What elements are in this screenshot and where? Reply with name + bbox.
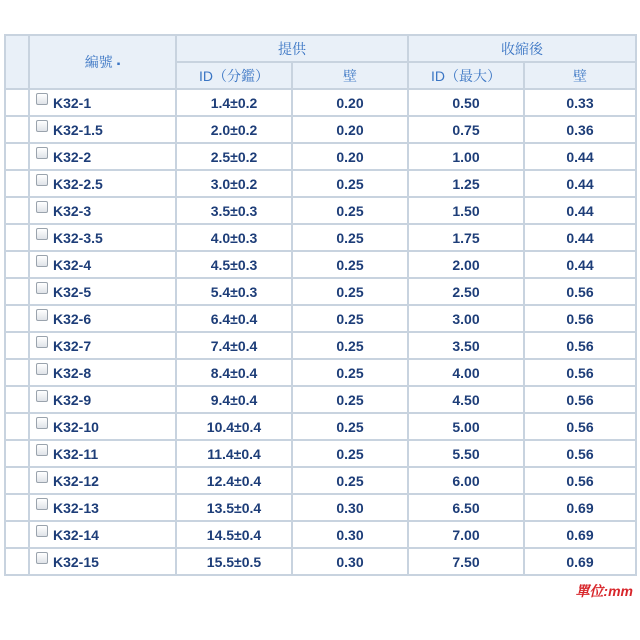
supplied-id-cell: 5.4±0.3 [177,279,291,304]
product-code: K32-8 [53,365,92,381]
shrunk-id-cell: 0.50 [409,90,523,115]
table-row [6,387,635,412]
product-code: K32-4 [53,257,92,273]
supplied-id-cell: 8.4±0.4 [177,360,291,385]
row-select-cell[interactable] [6,144,28,169]
row-select-cell[interactable] [6,333,28,358]
product-code: K32-7 [53,338,92,354]
shrunk-id-cell: 7.00 [409,522,523,547]
shrunk-id-cell: 3.00 [409,306,523,331]
shrunk-id-cell: 1.50 [409,198,523,223]
row-select-cell[interactable] [6,387,28,412]
row-select-cell[interactable] [6,117,28,142]
code-cell [30,171,175,196]
column-header-supplied-id: ID（分鑑） [177,63,291,88]
code-cell [30,549,175,574]
shrunk-wall-cell: 0.36 [525,117,635,142]
shrunk-id-cell: 4.00 [409,360,523,385]
column-header-shrunk-wall: 壁 [525,63,635,88]
shrunk-wall-cell: 0.69 [525,522,635,547]
table-row [6,144,635,169]
supplied-wall-cell: 0.30 [293,522,407,547]
code-cell [30,306,175,331]
code-cell [30,333,175,358]
row-checkbox[interactable] [36,390,48,402]
row-checkbox[interactable] [36,552,48,564]
product-code: K32-12 [53,473,99,489]
shrunk-wall-cell: 0.69 [525,495,635,520]
table-row [6,522,635,547]
row-checkbox[interactable] [36,417,48,429]
shrunk-wall-cell: 0.44 [525,252,635,277]
product-code: K32-1.5 [53,122,103,138]
row-select-cell[interactable] [6,306,28,331]
row-checkbox[interactable] [36,201,48,213]
row-select-cell[interactable] [6,441,28,466]
supplied-wall-cell: 0.25 [293,414,407,439]
column-header-shrunk-id: ID（最大） [409,63,523,88]
row-checkbox[interactable] [36,471,48,483]
row-select-cell[interactable] [6,549,28,574]
table-row [6,117,635,142]
supplied-id-cell: 3.5±0.3 [177,198,291,223]
supplied-id-cell: 9.4±0.4 [177,387,291,412]
supplied-id-cell: 3.0±0.2 [177,171,291,196]
shrunk-id-cell: 7.50 [409,549,523,574]
table-row [6,468,635,493]
shrink-tube-spec-table [4,34,637,576]
shrunk-id-cell: 1.00 [409,144,523,169]
code-cell [30,522,175,547]
table-row [6,549,635,574]
row-select-cell[interactable] [6,414,28,439]
row-select-cell[interactable] [6,171,28,196]
supplied-id-cell: 7.4±0.4 [177,333,291,358]
supplied-id-cell: 1.4±0.2 [177,90,291,115]
supplied-id-cell: 2.0±0.2 [177,117,291,142]
unit-note: 單位:mm [575,583,633,599]
supplied-wall-cell: 0.20 [293,90,407,115]
supplied-wall-cell: 0.25 [293,360,407,385]
row-select-cell[interactable] [6,198,28,223]
supplied-id-cell: 4.5±0.3 [177,252,291,277]
table-row [6,90,635,115]
shrunk-id-cell: 5.00 [409,414,523,439]
supplied-wall-cell: 0.30 [293,495,407,520]
row-checkbox[interactable] [36,363,48,375]
row-checkbox[interactable] [36,255,48,267]
row-checkbox[interactable] [36,120,48,132]
row-select-cell[interactable] [6,279,28,304]
row-checkbox[interactable] [36,174,48,186]
product-code: K32-13 [53,500,99,516]
row-checkbox[interactable] [36,228,48,240]
row-select-cell[interactable] [6,225,28,250]
table-row [6,495,635,520]
supplied-wall-cell: 0.25 [293,333,407,358]
code-cell [30,360,175,385]
product-code: K32-2.5 [53,176,103,192]
shrunk-wall-cell: 0.44 [525,225,635,250]
group-header-shrunk: 收縮後 [409,36,635,61]
row-checkbox[interactable] [36,336,48,348]
shrunk-wall-cell: 0.56 [525,279,635,304]
code-header-label: 編號 [84,54,113,70]
shrunk-id-cell: 1.75 [409,225,523,250]
table-row [6,198,635,223]
code-cell [30,414,175,439]
product-code: K32-6 [53,311,92,327]
code-cell [30,90,175,115]
row-select-header [6,36,28,88]
row-select-cell[interactable] [6,522,28,547]
product-code: K32-3.5 [53,230,103,246]
code-cell [30,468,175,493]
code-cell [30,198,175,223]
supplied-id-cell: 12.4±0.4 [177,468,291,493]
spec-table-container [4,34,637,576]
supplied-wall-cell: 0.25 [293,441,407,466]
table-row [6,306,635,331]
supplied-wall-cell: 0.25 [293,387,407,412]
code-cell [30,495,175,520]
code-cell [30,225,175,250]
shrunk-id-cell: 2.00 [409,252,523,277]
product-code: K32-9 [53,392,92,408]
supplied-wall-cell: 0.25 [293,306,407,331]
row-select-cell[interactable] [6,360,28,385]
shrunk-id-cell: 6.50 [409,495,523,520]
code-cell [30,117,175,142]
shrunk-wall-cell: 0.44 [525,171,635,196]
supplied-id-cell: 14.5±0.4 [177,522,291,547]
row-checkbox[interactable] [36,93,48,105]
shrunk-id-cell: 2.50 [409,279,523,304]
shrunk-id-cell: 6.00 [409,468,523,493]
product-code: K32-10 [53,419,99,435]
row-checkbox[interactable] [36,498,48,510]
supplied-wall-cell: 0.25 [293,198,407,223]
table-row [6,225,635,250]
product-code: K32-5 [53,284,92,300]
code-cell [30,252,175,277]
sort-indicator-icon[interactable]: ▪ [116,59,121,70]
supplied-wall-cell: 0.20 [293,144,407,169]
table-row [6,360,635,385]
table-row [6,441,635,466]
row-select-cell[interactable] [6,90,28,115]
row-checkbox[interactable] [36,147,48,159]
shrunk-wall-cell: 0.44 [525,198,635,223]
table-row [6,171,635,196]
supplied-wall-cell: 0.25 [293,468,407,493]
shrunk-id-cell: 0.75 [409,117,523,142]
table-row [6,252,635,277]
table-row [6,414,635,439]
shrunk-wall-cell: 0.69 [525,549,635,574]
row-checkbox[interactable] [36,444,48,456]
column-header-code[interactable] [30,36,175,88]
supplied-id-cell: 11.4±0.4 [177,441,291,466]
row-checkbox[interactable] [36,282,48,294]
row-select-cell[interactable] [6,495,28,520]
supplied-id-cell: 15.5±0.5 [177,549,291,574]
shrunk-wall-cell: 0.56 [525,441,635,466]
supplied-wall-cell: 0.30 [293,549,407,574]
row-checkbox[interactable] [36,525,48,537]
shrunk-id-cell: 3.50 [409,333,523,358]
supplied-id-cell: 13.5±0.4 [177,495,291,520]
row-select-cell[interactable] [6,252,28,277]
shrunk-wall-cell: 0.56 [525,360,635,385]
supplied-id-cell: 10.4±0.4 [177,414,291,439]
shrunk-id-cell: 1.25 [409,171,523,196]
code-cell [30,279,175,304]
supplied-wall-cell: 0.25 [293,225,407,250]
row-select-cell[interactable] [6,468,28,493]
supplied-wall-cell: 0.25 [293,252,407,277]
shrunk-wall-cell: 0.56 [525,306,635,331]
shrunk-id-cell: 5.50 [409,441,523,466]
supplied-id-cell: 4.0±0.3 [177,225,291,250]
shrunk-wall-cell: 0.33 [525,90,635,115]
product-code: K32-3 [53,203,92,219]
code-cell [30,441,175,466]
code-cell [30,387,175,412]
supplied-id-cell: 2.5±0.2 [177,144,291,169]
shrunk-wall-cell: 0.56 [525,333,635,358]
group-header-supplied: 提供 [177,36,407,61]
shrunk-wall-cell: 0.44 [525,144,635,169]
column-header-supplied-wall: 壁 [293,63,407,88]
table-row [6,333,635,358]
shrunk-wall-cell: 0.56 [525,387,635,412]
supplied-wall-cell: 0.20 [293,117,407,142]
product-code: K32-14 [53,527,99,543]
supplied-wall-cell: 0.25 [293,279,407,304]
product-code: K32-11 [53,446,99,462]
shrunk-wall-cell: 0.56 [525,414,635,439]
shrunk-wall-cell: 0.56 [525,468,635,493]
shrunk-id-cell: 4.50 [409,387,523,412]
supplied-wall-cell: 0.25 [293,171,407,196]
row-checkbox[interactable] [36,309,48,321]
code-cell [30,144,175,169]
product-code: K32-15 [53,554,99,570]
product-code: K32-2 [53,149,92,165]
product-code: K32-1 [53,95,92,111]
supplied-id-cell: 6.4±0.4 [177,306,291,331]
table-row [6,279,635,304]
